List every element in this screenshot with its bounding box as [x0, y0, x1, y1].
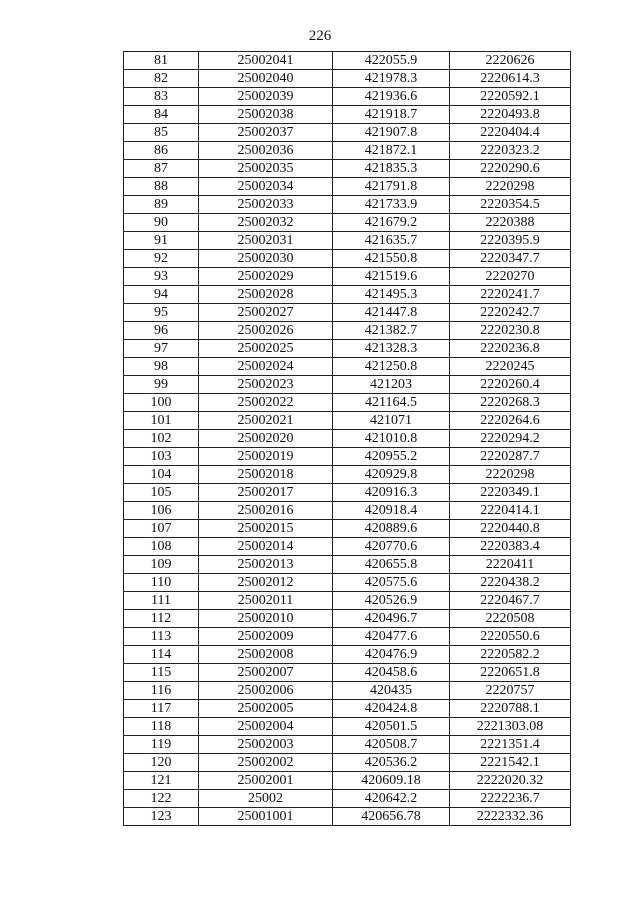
x-coordinate-cell: 420642.2 — [333, 790, 450, 808]
point-id-cell: 25002 — [199, 790, 333, 808]
y-coordinate-cell: 2220582.2 — [450, 646, 571, 664]
table-row — [124, 790, 571, 808]
row-number-cell: 81 — [124, 52, 199, 70]
table-row — [124, 304, 571, 322]
row-number-cell: 91 — [124, 232, 199, 250]
row-number-cell: 89 — [124, 196, 199, 214]
x-coordinate-cell: 421872.1 — [333, 142, 450, 160]
row-number-cell: 110 — [124, 574, 199, 592]
y-coordinate-cell: 2220467.7 — [450, 592, 571, 610]
table-row — [124, 70, 571, 88]
table-row — [124, 646, 571, 664]
row-number-cell: 105 — [124, 484, 199, 502]
x-coordinate-cell: 420770.6 — [333, 538, 450, 556]
point-id-cell: 25002039 — [199, 88, 333, 106]
table-row — [124, 88, 571, 106]
y-coordinate-cell: 2220264.6 — [450, 412, 571, 430]
x-coordinate-cell: 421447.8 — [333, 304, 450, 322]
point-id-cell: 25002020 — [199, 430, 333, 448]
x-coordinate-cell: 421936.6 — [333, 88, 450, 106]
point-id-cell: 25002010 — [199, 610, 333, 628]
point-id-cell: 25002040 — [199, 70, 333, 88]
y-coordinate-cell: 2220404.4 — [450, 124, 571, 142]
point-id-cell: 25002016 — [199, 502, 333, 520]
table-row — [124, 106, 571, 124]
row-number-cell: 98 — [124, 358, 199, 376]
point-id-cell: 25002005 — [199, 700, 333, 718]
row-number-cell: 83 — [124, 88, 199, 106]
table-row — [124, 142, 571, 160]
point-id-cell: 25002014 — [199, 538, 333, 556]
y-coordinate-cell: 2220347.7 — [450, 250, 571, 268]
row-number-cell: 103 — [124, 448, 199, 466]
y-coordinate-cell: 2220383.4 — [450, 538, 571, 556]
x-coordinate-cell: 420477.6 — [333, 628, 450, 646]
x-coordinate-cell: 421328.3 — [333, 340, 450, 358]
table-row — [124, 268, 571, 286]
point-id-cell: 25002032 — [199, 214, 333, 232]
table-row — [124, 232, 571, 250]
x-coordinate-cell: 422055.9 — [333, 52, 450, 70]
row-number-cell: 101 — [124, 412, 199, 430]
y-coordinate-cell: 2220260.4 — [450, 376, 571, 394]
coordinates-table-body — [124, 52, 571, 826]
row-number-cell: 82 — [124, 70, 199, 88]
table-row — [124, 592, 571, 610]
row-number-cell: 95 — [124, 304, 199, 322]
row-number-cell: 120 — [124, 754, 199, 772]
point-id-cell: 25002001 — [199, 772, 333, 790]
table-row — [124, 250, 571, 268]
row-number-cell: 107 — [124, 520, 199, 538]
point-id-cell: 25002030 — [199, 250, 333, 268]
row-number-cell: 90 — [124, 214, 199, 232]
row-number-cell: 85 — [124, 124, 199, 142]
y-coordinate-cell: 2220290.6 — [450, 160, 571, 178]
y-coordinate-cell: 2222332.36 — [450, 808, 571, 826]
x-coordinate-cell: 420458.6 — [333, 664, 450, 682]
x-coordinate-cell: 420508.7 — [333, 736, 450, 754]
y-coordinate-cell: 2220411 — [450, 556, 571, 574]
point-id-cell: 25002003 — [199, 736, 333, 754]
y-coordinate-cell: 2220508 — [450, 610, 571, 628]
x-coordinate-cell: 420476.9 — [333, 646, 450, 664]
x-coordinate-cell: 421164.5 — [333, 394, 450, 412]
page-number: 226 — [308, 28, 332, 44]
point-id-cell: 25002009 — [199, 628, 333, 646]
point-id-cell: 25002002 — [199, 754, 333, 772]
row-number-cell: 92 — [124, 250, 199, 268]
point-id-cell: 25002023 — [199, 376, 333, 394]
row-number-cell: 111 — [124, 592, 199, 610]
row-number-cell: 86 — [124, 142, 199, 160]
row-number-cell: 122 — [124, 790, 199, 808]
coordinates-table — [123, 51, 571, 826]
point-id-cell: 25002017 — [199, 484, 333, 502]
x-coordinate-cell: 421250.8 — [333, 358, 450, 376]
point-id-cell: 25002013 — [199, 556, 333, 574]
y-coordinate-cell: 2220493.8 — [450, 106, 571, 124]
point-id-cell: 25002036 — [199, 142, 333, 160]
x-coordinate-cell: 421519.6 — [333, 268, 450, 286]
y-coordinate-cell: 2220298 — [450, 178, 571, 196]
x-coordinate-cell: 420955.2 — [333, 448, 450, 466]
table-row — [124, 610, 571, 628]
point-id-cell: 25002007 — [199, 664, 333, 682]
point-id-cell: 25002022 — [199, 394, 333, 412]
row-number-cell: 112 — [124, 610, 199, 628]
table-row — [124, 502, 571, 520]
point-id-cell: 25002008 — [199, 646, 333, 664]
point-id-cell: 25002034 — [199, 178, 333, 196]
x-coordinate-cell: 421203 — [333, 376, 450, 394]
row-number-cell: 116 — [124, 682, 199, 700]
y-coordinate-cell: 2220592.1 — [450, 88, 571, 106]
table-row — [124, 394, 571, 412]
table-row — [124, 322, 571, 340]
y-coordinate-cell: 2220550.6 — [450, 628, 571, 646]
point-id-cell: 25002027 — [199, 304, 333, 322]
table-row — [124, 178, 571, 196]
x-coordinate-cell: 420918.4 — [333, 502, 450, 520]
y-coordinate-cell: 2222236.7 — [450, 790, 571, 808]
x-coordinate-cell: 420609.18 — [333, 772, 450, 790]
table-row — [124, 376, 571, 394]
table-row — [124, 736, 571, 754]
y-coordinate-cell: 2220245 — [450, 358, 571, 376]
y-coordinate-cell: 2220236.8 — [450, 340, 571, 358]
x-coordinate-cell: 421835.3 — [333, 160, 450, 178]
row-number-cell: 118 — [124, 718, 199, 736]
y-coordinate-cell: 2220287.7 — [450, 448, 571, 466]
table-row — [124, 520, 571, 538]
y-coordinate-cell: 2220241.7 — [450, 286, 571, 304]
x-coordinate-cell: 420424.8 — [333, 700, 450, 718]
table-row — [124, 718, 571, 736]
y-coordinate-cell: 2220438.2 — [450, 574, 571, 592]
y-coordinate-cell: 2220349.1 — [450, 484, 571, 502]
table-row — [124, 556, 571, 574]
x-coordinate-cell: 421382.7 — [333, 322, 450, 340]
x-coordinate-cell: 421635.7 — [333, 232, 450, 250]
row-number-cell: 113 — [124, 628, 199, 646]
table-row — [124, 466, 571, 484]
x-coordinate-cell: 420655.8 — [333, 556, 450, 574]
table-row — [124, 628, 571, 646]
point-id-cell: 25002026 — [199, 322, 333, 340]
x-coordinate-cell: 421550.8 — [333, 250, 450, 268]
x-coordinate-cell: 421907.8 — [333, 124, 450, 142]
table-row — [124, 538, 571, 556]
x-coordinate-cell: 421010.8 — [333, 430, 450, 448]
table-row — [124, 484, 571, 502]
point-id-cell: 25002029 — [199, 268, 333, 286]
point-id-cell: 25002025 — [199, 340, 333, 358]
table-row — [124, 196, 571, 214]
row-number-cell: 123 — [124, 808, 199, 826]
table-row — [124, 700, 571, 718]
x-coordinate-cell: 420435 — [333, 682, 450, 700]
point-id-cell: 25002037 — [199, 124, 333, 142]
y-coordinate-cell: 2220388 — [450, 214, 571, 232]
row-number-cell: 84 — [124, 106, 199, 124]
row-number-cell: 96 — [124, 322, 199, 340]
row-number-cell: 102 — [124, 430, 199, 448]
row-number-cell: 87 — [124, 160, 199, 178]
y-coordinate-cell: 2220788.1 — [450, 700, 571, 718]
table-row — [124, 286, 571, 304]
x-coordinate-cell: 421071 — [333, 412, 450, 430]
x-coordinate-cell: 421918.7 — [333, 106, 450, 124]
x-coordinate-cell: 420536.2 — [333, 754, 450, 772]
point-id-cell: 25002024 — [199, 358, 333, 376]
x-coordinate-cell: 420501.5 — [333, 718, 450, 736]
table-row — [124, 754, 571, 772]
row-number-cell: 119 — [124, 736, 199, 754]
point-id-cell: 25002015 — [199, 520, 333, 538]
table-row — [124, 772, 571, 790]
point-id-cell: 25002021 — [199, 412, 333, 430]
y-coordinate-cell: 2220270 — [450, 268, 571, 286]
table-row — [124, 430, 571, 448]
x-coordinate-cell: 421733.9 — [333, 196, 450, 214]
y-coordinate-cell: 2220323.2 — [450, 142, 571, 160]
row-number-cell: 94 — [124, 286, 199, 304]
y-coordinate-cell: 2220230.8 — [450, 322, 571, 340]
y-coordinate-cell: 2220354.5 — [450, 196, 571, 214]
y-coordinate-cell: 2221303.08 — [450, 718, 571, 736]
table-row — [124, 808, 571, 826]
row-number-cell: 100 — [124, 394, 199, 412]
table-row — [124, 124, 571, 142]
point-id-cell: 25002006 — [199, 682, 333, 700]
y-coordinate-cell: 2221542.1 — [450, 754, 571, 772]
row-number-cell: 114 — [124, 646, 199, 664]
y-coordinate-cell: 2220757 — [450, 682, 571, 700]
table-row — [124, 682, 571, 700]
table-row — [124, 664, 571, 682]
y-coordinate-cell: 2220294.2 — [450, 430, 571, 448]
table-row — [124, 574, 571, 592]
point-id-cell: 25001001 — [199, 808, 333, 826]
row-number-cell: 115 — [124, 664, 199, 682]
row-number-cell: 109 — [124, 556, 199, 574]
point-id-cell: 25002031 — [199, 232, 333, 250]
table-row — [124, 448, 571, 466]
point-id-cell: 25002011 — [199, 592, 333, 610]
y-coordinate-cell: 2220626 — [450, 52, 571, 70]
point-id-cell: 25002033 — [199, 196, 333, 214]
table-row — [124, 214, 571, 232]
row-number-cell: 99 — [124, 376, 199, 394]
x-coordinate-cell: 421978.3 — [333, 70, 450, 88]
table-row — [124, 160, 571, 178]
point-id-cell: 25002004 — [199, 718, 333, 736]
row-number-cell: 104 — [124, 466, 199, 484]
point-id-cell: 25002019 — [199, 448, 333, 466]
y-coordinate-cell: 2222020.32 — [450, 772, 571, 790]
y-coordinate-cell: 2220440.8 — [450, 520, 571, 538]
point-id-cell: 25002038 — [199, 106, 333, 124]
y-coordinate-cell: 2221351.4 — [450, 736, 571, 754]
point-id-cell: 25002028 — [199, 286, 333, 304]
x-coordinate-cell: 420889.6 — [333, 520, 450, 538]
y-coordinate-cell: 2220242.7 — [450, 304, 571, 322]
point-id-cell: 25002035 — [199, 160, 333, 178]
x-coordinate-cell: 420916.3 — [333, 484, 450, 502]
row-number-cell: 88 — [124, 178, 199, 196]
row-number-cell: 97 — [124, 340, 199, 358]
y-coordinate-cell: 2220268.3 — [450, 394, 571, 412]
row-number-cell: 121 — [124, 772, 199, 790]
x-coordinate-cell: 421791.8 — [333, 178, 450, 196]
table-row — [124, 358, 571, 376]
row-number-cell: 117 — [124, 700, 199, 718]
point-id-cell: 25002041 — [199, 52, 333, 70]
y-coordinate-cell: 2220395.9 — [450, 232, 571, 250]
row-number-cell: 106 — [124, 502, 199, 520]
table-row — [124, 340, 571, 358]
x-coordinate-cell: 421679.2 — [333, 214, 450, 232]
x-coordinate-cell: 420656.78 — [333, 808, 450, 826]
x-coordinate-cell: 420526.9 — [333, 592, 450, 610]
x-coordinate-cell: 420496.7 — [333, 610, 450, 628]
y-coordinate-cell: 2220651.8 — [450, 664, 571, 682]
point-id-cell: 25002012 — [199, 574, 333, 592]
y-coordinate-cell: 2220414.1 — [450, 502, 571, 520]
x-coordinate-cell: 420929.8 — [333, 466, 450, 484]
point-id-cell: 25002018 — [199, 466, 333, 484]
table-row — [124, 52, 571, 70]
y-coordinate-cell: 2220614.3 — [450, 70, 571, 88]
x-coordinate-cell: 420575.6 — [333, 574, 450, 592]
x-coordinate-cell: 421495.3 — [333, 286, 450, 304]
table-row — [124, 412, 571, 430]
row-number-cell: 108 — [124, 538, 199, 556]
row-number-cell: 93 — [124, 268, 199, 286]
y-coordinate-cell: 2220298 — [450, 466, 571, 484]
